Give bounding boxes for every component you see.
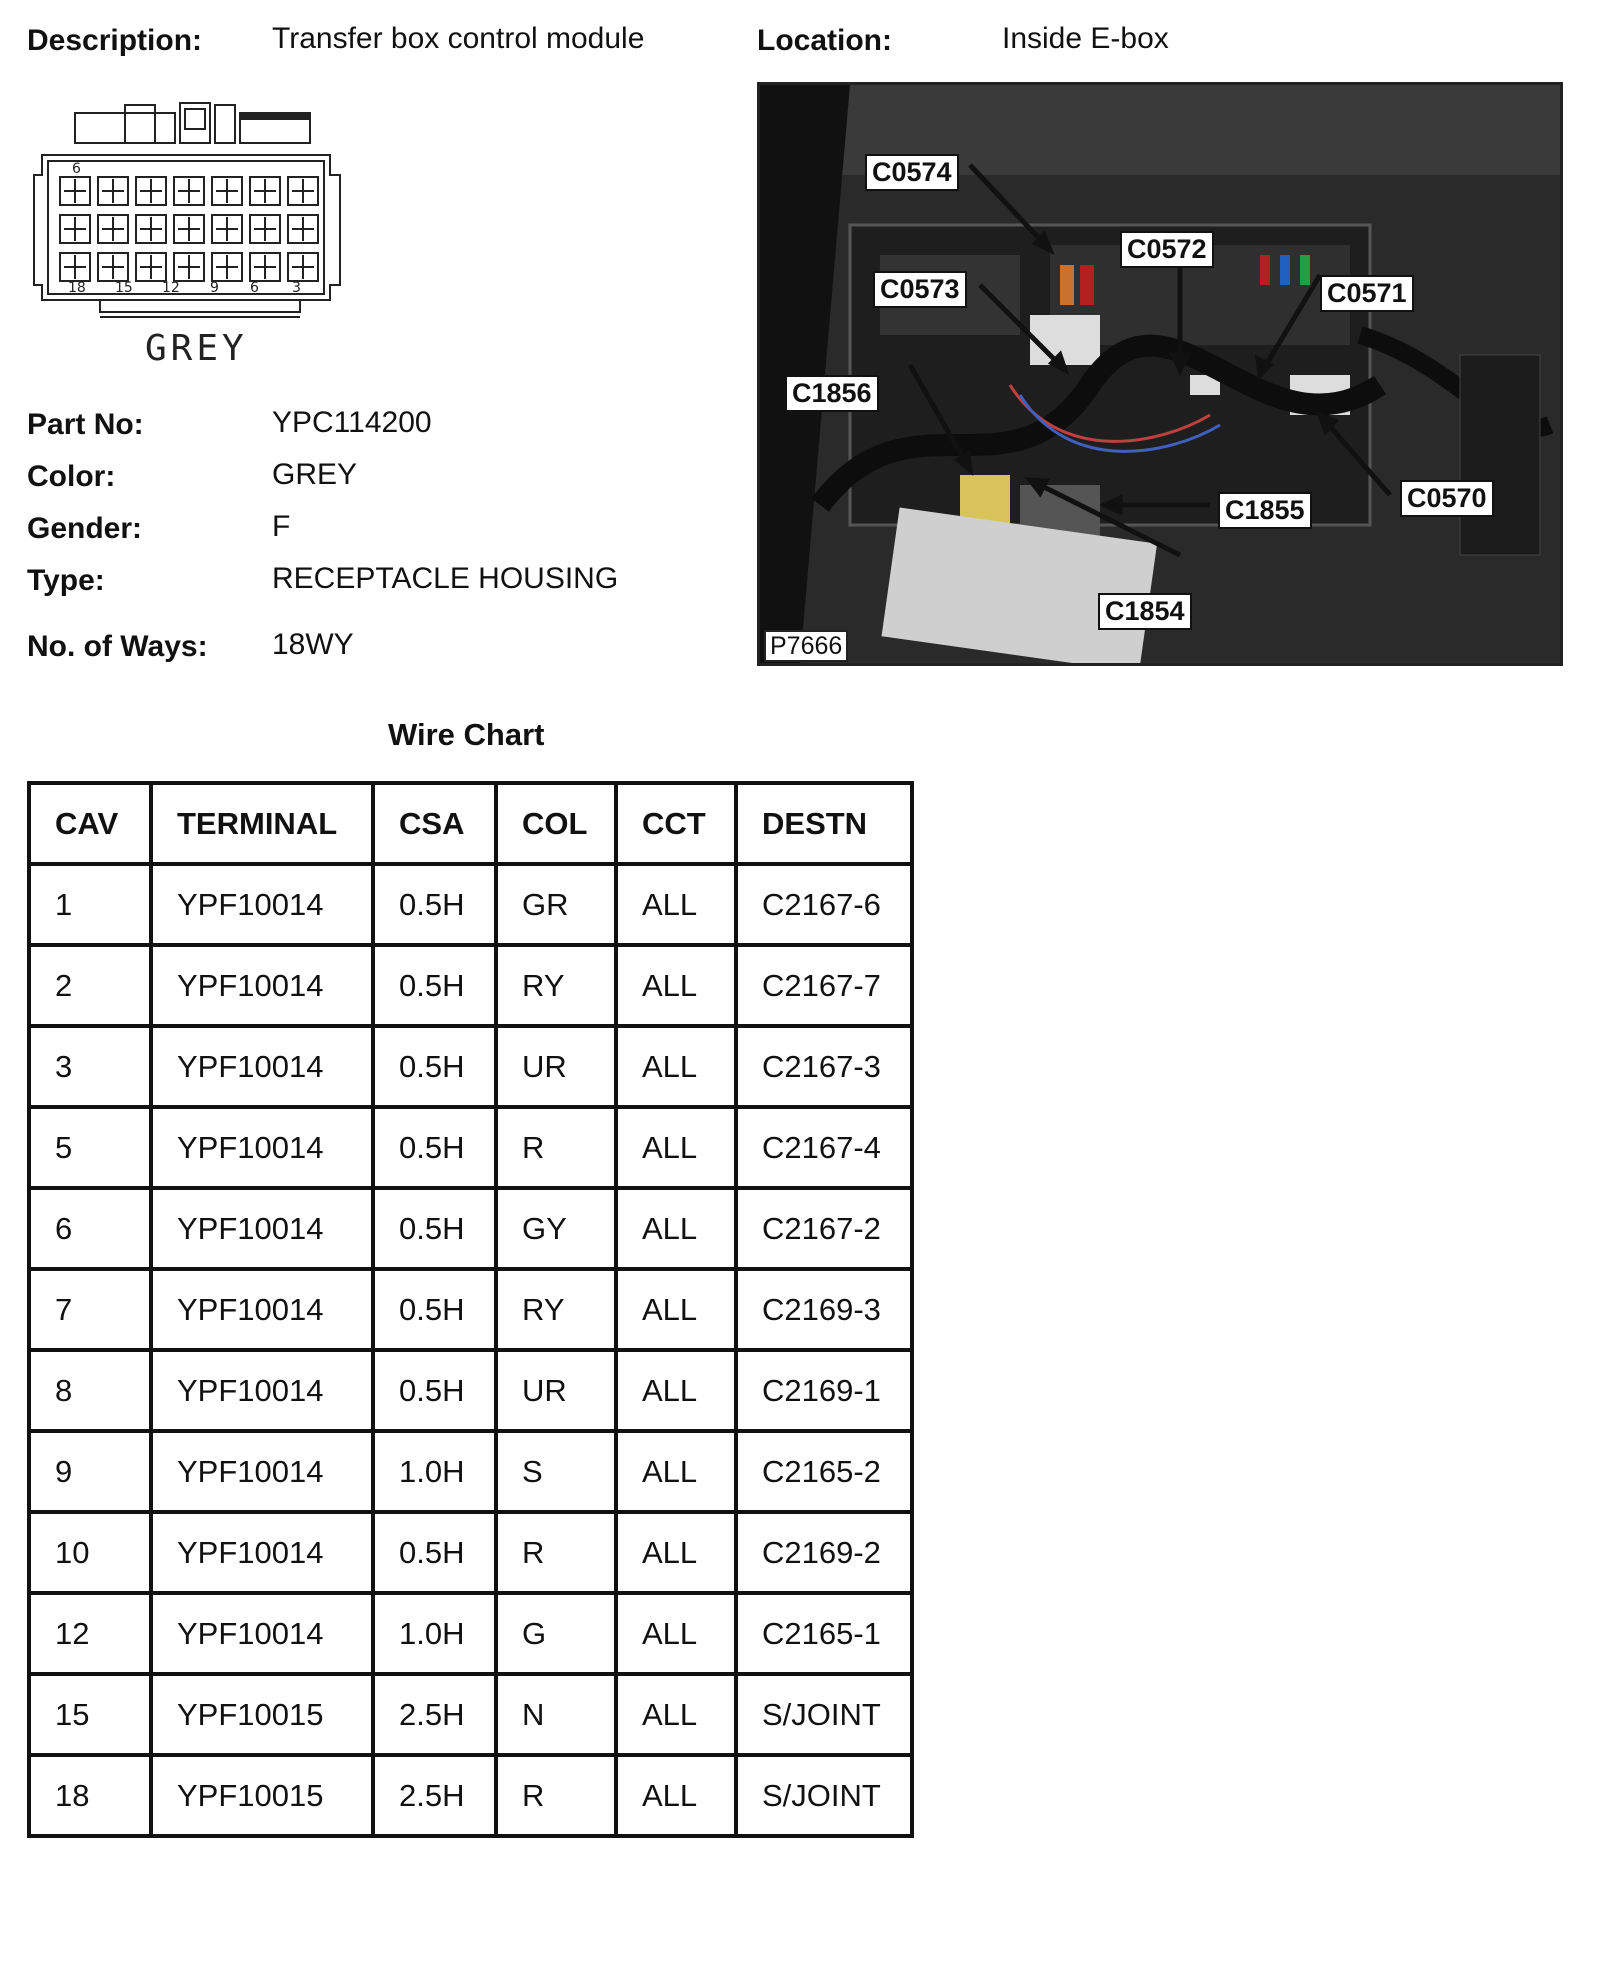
cell-destn: C2169-3 (736, 1269, 912, 1350)
cell-cav: 8 (29, 1350, 151, 1431)
cell-cct: ALL (616, 864, 736, 945)
cavity-terminal (292, 255, 314, 279)
table-row (29, 1431, 912, 1512)
callout-c1854: C1854 (1098, 593, 1192, 630)
cell-cav: 2 (29, 945, 151, 1026)
cell-col: R (496, 1107, 616, 1188)
cell-cct: ALL (616, 1107, 736, 1188)
cell-csa: 0.5H (373, 1512, 496, 1593)
location-photo (757, 82, 1563, 666)
cell-col: RY (496, 945, 616, 1026)
callout-c0573: C0573 (873, 271, 967, 308)
column-header-cct: CCT (616, 783, 736, 864)
cell-col: UR (496, 1026, 616, 1107)
cell-terminal: YPF10014 (151, 945, 373, 1026)
cell-terminal: YPF10014 (151, 1269, 373, 1350)
callout-c1855: C1855 (1218, 492, 1312, 529)
cavity-terminal (64, 217, 86, 241)
column-header-col: COL (496, 783, 616, 864)
cavity-terminal (178, 255, 200, 279)
cavity-terminal (292, 179, 314, 203)
cell-destn: C2169-2 (736, 1512, 912, 1593)
cavity-terminal (216, 217, 238, 241)
cell-cct: ALL (616, 1188, 736, 1269)
cell-terminal: YPF10014 (151, 864, 373, 945)
part-no-label: Part No: (27, 408, 144, 441)
cell-destn: S/JOINT (736, 1674, 912, 1755)
cavity-terminal (140, 255, 162, 279)
cell-csa: 1.0H (373, 1593, 496, 1674)
cell-cct: ALL (616, 1512, 736, 1593)
pin-label: 6 (72, 161, 81, 177)
table-row (29, 1188, 912, 1269)
cell-csa: 0.5H (373, 1350, 496, 1431)
cavity-terminal (254, 217, 276, 241)
cavity-terminal (254, 255, 276, 279)
cavity-terminal (102, 255, 124, 279)
cell-terminal: YPF10014 (151, 1026, 373, 1107)
description-label: Description: (27, 24, 203, 57)
table-row (29, 864, 912, 945)
table-row (29, 945, 912, 1026)
cell-col: GY (496, 1188, 616, 1269)
callout-c0574: C0574 (865, 154, 959, 191)
table-row (29, 1674, 912, 1755)
cell-cav: 6 (29, 1188, 151, 1269)
wire-chart-title: Wire Chart (388, 717, 545, 752)
cell-destn: C2165-1 (736, 1593, 912, 1674)
type-value: RECEPTACLE HOUSING (272, 562, 619, 595)
cavity-terminal (64, 179, 86, 203)
cell-cav: 5 (29, 1107, 151, 1188)
cell-csa: 0.5H (373, 1107, 496, 1188)
cell-cct: ALL (616, 1674, 736, 1755)
location-value: Inside E-box (1002, 22, 1169, 55)
cell-terminal: YPF10015 (151, 1674, 373, 1755)
cell-cav: 1 (29, 864, 151, 945)
cell-terminal: YPF10014 (151, 1107, 373, 1188)
cell-cav: 10 (29, 1512, 151, 1593)
callout-c0572: C0572 (1120, 231, 1214, 268)
cell-col: G (496, 1593, 616, 1674)
table-row (29, 1755, 912, 1836)
table-header-row (29, 783, 912, 864)
cell-csa: 1.0H (373, 1431, 496, 1512)
cavity-terminal (64, 255, 86, 279)
table-row (29, 1593, 912, 1674)
type-label: Type: (27, 564, 105, 597)
cavity-terminal (216, 179, 238, 203)
cell-col: RY (496, 1269, 616, 1350)
ways-value: 18WY (272, 628, 354, 661)
cavity-terminal (102, 217, 124, 241)
cell-csa: 0.5H (373, 864, 496, 945)
cell-col: S (496, 1431, 616, 1512)
cell-cct: ALL (616, 1593, 736, 1674)
pin-label: 9 (210, 280, 219, 296)
cell-col: R (496, 1512, 616, 1593)
description-value: Transfer box control module (272, 22, 645, 55)
cell-cct: ALL (616, 1431, 736, 1512)
cell-destn: C2169-1 (736, 1350, 912, 1431)
cell-terminal: YPF10014 (151, 1350, 373, 1431)
wire-chart-table (27, 781, 914, 1838)
cell-csa: 2.5H (373, 1755, 496, 1836)
cell-csa: 0.5H (373, 1026, 496, 1107)
cavity-terminal (140, 217, 162, 241)
pin-label: 15 (115, 280, 133, 296)
photo-ref-label: P7666 (764, 630, 848, 662)
ways-label: No. of Ways: (27, 630, 208, 663)
table-row (29, 1107, 912, 1188)
cell-cct: ALL (616, 1350, 736, 1431)
cavity-terminal (178, 217, 200, 241)
pin-label: 12 (162, 280, 180, 296)
cell-destn: C2167-4 (736, 1107, 912, 1188)
cavity-terminal (292, 217, 314, 241)
cell-terminal: YPF10015 (151, 1755, 373, 1836)
location-label: Location: (757, 24, 892, 57)
column-header-csa: CSA (373, 783, 496, 864)
cell-col: R (496, 1755, 616, 1836)
cavity-terminal (254, 179, 276, 203)
connector-color-caption: GREY (145, 328, 248, 369)
cavity-terminal (178, 179, 200, 203)
gender-value: F (272, 510, 291, 543)
cavity-terminal (140, 179, 162, 203)
color-value: GREY (272, 458, 358, 491)
callout-c0570: C0570 (1400, 480, 1494, 517)
cell-csa: 0.5H (373, 1188, 496, 1269)
cell-cct: ALL (616, 1269, 736, 1350)
cell-terminal: YPF10014 (151, 1188, 373, 1269)
cavity-terminal (102, 179, 124, 203)
cell-terminal: YPF10014 (151, 1431, 373, 1512)
table-row (29, 1350, 912, 1431)
cell-destn: C2165-2 (736, 1431, 912, 1512)
cell-destn: C2167-7 (736, 945, 912, 1026)
cell-col: GR (496, 864, 616, 945)
cell-terminal: YPF10014 (151, 1593, 373, 1674)
gender-label: Gender: (27, 512, 143, 545)
cell-csa: 0.5H (373, 945, 496, 1026)
callout-c0571: C0571 (1320, 275, 1414, 312)
cell-cav: 15 (29, 1674, 151, 1755)
cell-cct: ALL (616, 1026, 736, 1107)
cell-col: UR (496, 1350, 616, 1431)
pin-label: 6 (250, 280, 259, 296)
cell-cav: 18 (29, 1755, 151, 1836)
part-no-value: YPC114200 (272, 406, 432, 439)
callout-c1856: C1856 (785, 375, 879, 412)
cell-destn: C2167-2 (736, 1188, 912, 1269)
cavity-terminal (216, 255, 238, 279)
column-header-cav: CAV (29, 783, 151, 864)
cell-csa: 2.5H (373, 1674, 496, 1755)
column-header-terminal: TERMINAL (151, 783, 373, 864)
cell-destn: C2167-3 (736, 1026, 912, 1107)
pin-label: 3 (292, 280, 301, 296)
cell-terminal: YPF10014 (151, 1512, 373, 1593)
cell-cav: 7 (29, 1269, 151, 1350)
cell-destn: C2167-6 (736, 864, 912, 945)
cell-destn: S/JOINT (736, 1755, 912, 1836)
column-header-destn: DESTN (736, 783, 912, 864)
table-row (29, 1269, 912, 1350)
color-label: Color: (27, 460, 116, 493)
pin-label: 18 (68, 280, 86, 296)
cell-cav: 9 (29, 1431, 151, 1512)
table-row (29, 1512, 912, 1593)
cell-cav: 12 (29, 1593, 151, 1674)
cell-cav: 3 (29, 1026, 151, 1107)
cell-col: N (496, 1674, 616, 1755)
cell-cct: ALL (616, 1755, 736, 1836)
cell-cct: ALL (616, 945, 736, 1026)
cell-csa: 0.5H (373, 1269, 496, 1350)
table-row (29, 1026, 912, 1107)
